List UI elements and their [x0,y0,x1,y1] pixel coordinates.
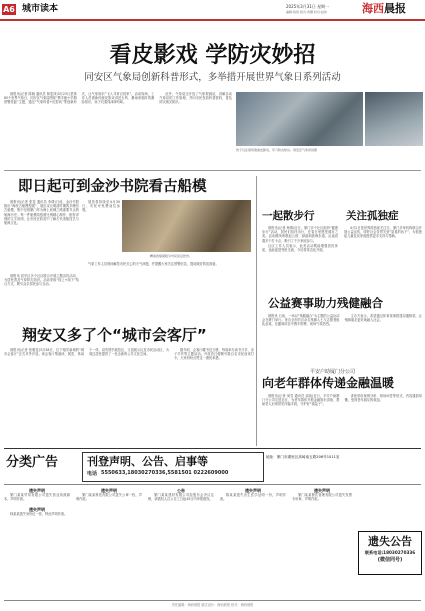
ads-column [220,489,286,503]
ads-banner-title: 刊登声明、公告、启事等 [87,455,208,468]
walk-paragraph: 社区工作人员表示，此类活动既能增强居民体质，也能促进邻里交流，今后将常态化开展。 [262,243,338,253]
ads-column [292,489,352,503]
jinsha-paragraph: 展览将持续至4月30日，市民可免费前往参观。 [82,200,120,213]
lead-photo-caption: 孩子们在现场观看皮影戏，学习防灾知识。同安区气象局供图 [236,148,318,152]
ad-title: 遗失声明 [314,488,330,493]
ad-title: 遗失声明 [101,488,117,493]
ads-grid [4,484,421,597]
jinsha-paragraph: 晨报讯(记者 张雯 通讯员 李倩)日前，金沙书院推出“海丝古船模型展”，展出宋元明清时期的多艘仿古船模，集中呈现厦门作为海上丝绸之路重要节点的航海历史。每一件船模均按照比例精心制作，配有详细的文字说明，让市民在欣赏中了解古代造船技艺与航海文化。 [4,200,79,226]
charity-paragraph: 晨报讯 日前，一场以“残健融合”为主题的公益运动会在厦门举行。来自全市的百余名残障人士与志愿者组队参赛，在趣味项目中携手拼搏，现场气氛热烈。 [262,314,340,327]
logo-text-a: 海西 [362,2,384,15]
ads-column [148,489,214,503]
ad-title: 遗失声明 [29,488,45,493]
pingan-headline: 向老年群体传递金融温暖 [262,376,395,390]
pingan-body [262,394,422,444]
ad-title: 公告 [177,488,185,493]
jinsha-headline: 即日起可到金沙书院看古船模 [18,179,207,195]
walk-body [262,226,338,306]
lead-paragraph: 此外，气象局还开放了气象观测站，讲解自动气象站的工作原理，并向市民发放科普资料，普及防灾减灾知识。 [159,92,232,105]
lead-headline: 看皮影戏 学防灾妙招 [109,43,316,68]
autism-paragraph: 4月2日是世界孤独症关注日，厦门多家机构联合开展公益宣传，呼吁社会各界关爱“星星的孩子”，为孤独症儿童及其家庭提供更多支持与帮助。 [344,226,422,239]
xiangan-headline: 翔安又多了个“城市会客厅” [22,326,207,344]
ads-column [76,489,142,503]
contact-box-title: 遗失公告 [368,535,412,548]
date-line: 2025年3月31日 星期一 [286,4,330,9]
pingan-paragraph: 讲座采用案例分析、现场问答等形式，内容通俗易懂，受到老年朋友的欢迎。 [344,394,422,403]
ad-text: 厦门某某贸易有限公司遗失营业执照副本，声明作废。 [4,493,70,502]
footer-text: 责任编辑：海西晨报 版式设计：海西晨报 校对：海西晨报 [171,603,254,607]
masthead [0,0,425,30]
ads-banner [82,452,264,482]
walk-headline: 一起散步行 [262,210,315,222]
charity-body [262,314,422,362]
lead-photo-small [365,92,423,146]
logo-text-b: 晨报 [384,2,406,15]
jinsha-body-col2 [82,200,120,260]
ads-address: 地址：厦门市湖里区高崎南五路206号1011室 [266,455,340,459]
left-column-body [4,274,79,312]
ad-title: 遗失声明 [245,488,261,493]
contact-box-sub: (微信同号) [377,557,403,563]
xiangan-paragraph: 据介绍，会客厅藏书近万册，每周举办读书分享、亲子手作等主题活动。开放首日便吸引数百名市民前来打卡，大家纷纷点赞这一惠民举措。 [174,348,254,361]
ad-title: 遗失声明 [29,506,45,512]
ads-label: 分类广告 [6,455,59,470]
ad-text: 陈某某遗失出生医学证明一份，声明作废。 [220,493,286,502]
contact-box [358,531,422,575]
ad-text: 厦门某某建材有限公司经股东会决议注销，请债权人自公告之日起45日内申报债权。 [148,493,214,502]
pingan-paragraph: 晨报讯(记者 何雪 通讯员 邵蓓)近日，平安户助厦门分公司走进社区，为老年群体开展金融知识讲座，帮助老人识别常见诈骗手段，守护好“钱袋子”。 [262,394,340,407]
page-number: A6 [3,5,15,14]
lead-subtitle: 同安区气象局创新科普形式，多举措开展世界气象日系列活动 [84,72,341,83]
charity-paragraph: 主办方表示，希望通过体育赛事搭建沟通桥梁，让残障朋友更好地融入社会。 [344,314,422,323]
xiangan-body [4,348,254,440]
walk-paragraph: 晨报讯(记者 杨倩)近日，厦门多个社区组织“健康步行”活动，居民们结伴出行，在春日里感受城市之美。活动路线串联起公园、绿道和滨海步道，沿途设置多个打卡点，吸引了不少家庭参与。 [262,226,338,243]
left-column-paragraph: 晨报讯 同安区多个社区联合开展主题宣传活动，为居民普及气象防灾知识。活动采取“线上+线下”结合方式，吸引众多居民参与互动。 [4,274,79,287]
ads-column [4,489,70,517]
left-column-body-2 [82,262,250,286]
ad-text: 林某某遗失身份证一张，特此声明作废。 [10,511,68,516]
autism-headline: 关注孤独症 [346,210,399,222]
jinsha-body [4,200,79,272]
ad-text: 厦门某某餐饮管理有限公司遗失发票专用章，声明作废。 [292,493,352,502]
newspaper-logo [362,1,406,17]
xiangan-paragraph: 晨报讯(记者 张雅雯)3月28日，位于翔安新城的“城市会客厅”正式对外开放。该会客厅集阅读、展览、休闲于一体，设有图书阅览区、文创展示区及市民活动区，为周边居民提供了一处全新的公共文化空间。 [4,348,169,357]
pingan-kicker: 平安户助厦门分公司 [310,369,356,375]
autism-body [344,226,422,290]
page-number-badge [2,4,16,15]
ads-top-rule [4,448,421,449]
masthead-rule [0,19,425,21]
jinsha-photo-caption: 精美的船模吸引市民驻足欣赏。 [150,254,193,258]
section-divider [4,170,421,171]
right-column-divider [256,176,257,446]
lead-paragraph: 晨报讯(记者 陈晓 通讯员 林雯萍)3月23日是第65个世界气象日，同安区气象局围绕“携手缩小早期预警差距”主题，通过“气象科普+皮影戏”等创新形式，让气象知识“飞入寻常百姓家”。活动现场，工作人员借助传统皮影戏讲述台风、暴雨来临时的避险知识，孩子们看得津津有味。 [4,92,155,105]
jinsha-photo [122,200,251,252]
left-column-paragraph: 气象工作人员现场解答市民关心的天气问题，并提醒大家关注预警信息，提前做好防范准备。 [88,262,219,266]
charity-headline: 公益赛事助力残健融合 [268,296,383,310]
contact-box-phone: 联系电话:18030270336 [364,550,416,555]
lead-body [4,92,232,164]
ad-text: 厦门某某科技有限公司遗失公章一枚，声明作废。 [76,493,142,502]
footer-rule [4,600,421,601]
section-name: 城市读本 [22,4,59,14]
lead-photo [236,92,363,146]
ads-banner-phone-label: 电话 [87,471,98,477]
editor-line: 编辑:杨悦 版式:何娜 校对:赵伟 [286,10,327,14]
ads-banner-phones: 5550633,18030270336,5581501 0222609000 [101,470,229,476]
